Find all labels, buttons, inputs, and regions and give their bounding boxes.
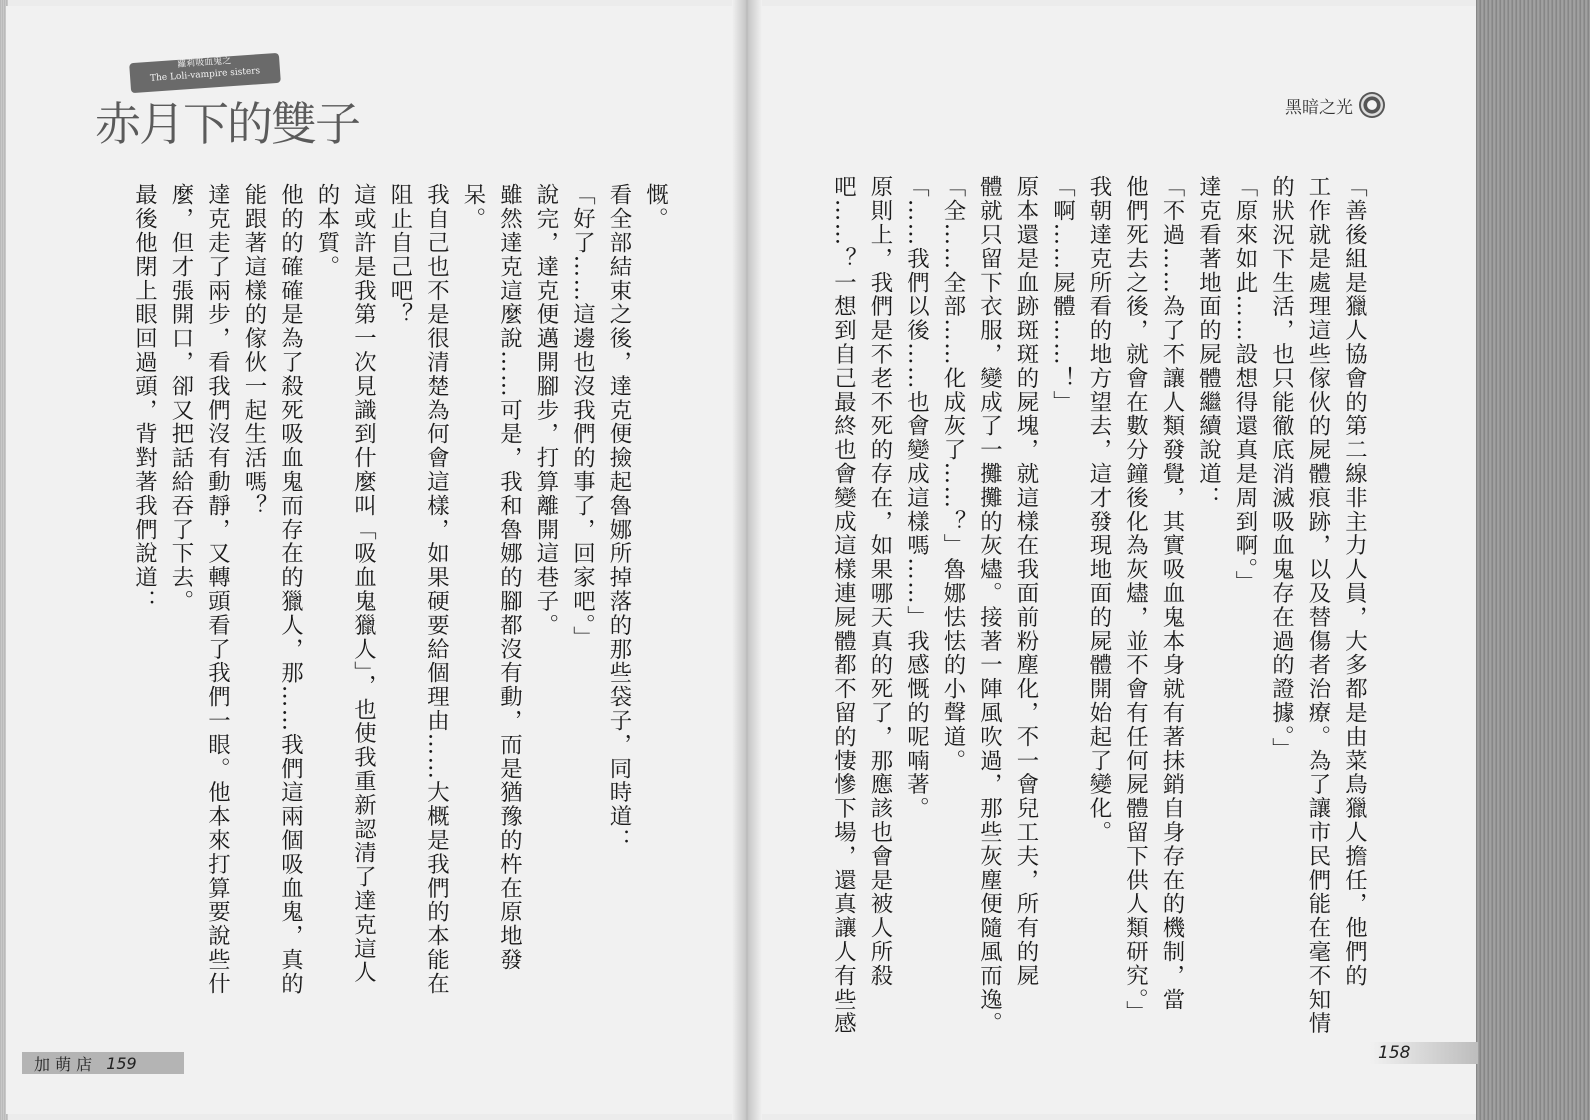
text-column: 我朝達克所看的地方望去，這才發現地面的屍體開始起了變化。	[1085, 175, 1112, 845]
chapter-title: 黑暗之光	[1285, 97, 1353, 118]
logo-banner-line1: 蘿莉吸血鬼之	[177, 56, 232, 70]
text-column: 達克看著地面的屍體繼續說道：	[1195, 175, 1222, 510]
text-column: 看全部結束之後，達克便撿起魯娜所掉落的那些袋子，同時道：	[605, 183, 632, 853]
text-column: 麼，但才張開口，卻又把話給吞了下去。	[167, 183, 194, 614]
text-column: 我自己也不是很清楚為何會這樣，如果硬要給個理由……大概是我們的本能在	[423, 183, 450, 996]
text-column: 原本還是血跡斑斑的屍塊，就這樣在我面前粉塵化，不一會兒工夫，所有的屍	[1012, 175, 1039, 988]
text-column: 最後他閉上眼回過頭，背對著我們說道：	[131, 183, 158, 614]
text-column: 呆。	[459, 183, 486, 231]
logo-banner-line2: The Loli-vampire sisters	[149, 65, 261, 84]
text-column: 的本質。	[313, 183, 340, 279]
right-page	[752, 6, 1476, 1114]
text-column: 工作就是處理這些傢伙的屍體痕跡，以及替傷者治療。為了讓市民們能在毫不知情	[1304, 175, 1331, 1036]
text-column: 能跟著這樣的傢伙一起生活嗎？	[240, 183, 267, 518]
text-column: 這或許是我第一次見識到什麼叫「吸血鬼獵人」，也使我重新認清了達克這人	[350, 183, 377, 985]
text-column: 「原來如此……設想得還真是周到啊。」	[1231, 175, 1258, 594]
right-page-footer	[1370, 1042, 1478, 1064]
text-column: 「……我們以後……也會變成這樣嗎……」我感慨的呢喃著。	[903, 175, 930, 821]
text-column: 「好了……這邊也沒我們的事了，回家吧。」	[569, 183, 596, 650]
chapter-header	[1285, 92, 1385, 118]
text-column: 的狀況下生活，也只能徹底消滅吸血鬼存在過的證據。」	[1268, 175, 1295, 762]
text-column: 體就只留下衣服，變成了一攤攤的灰燼。接著一陣風吹過，那些灰塵便隨風而逸。	[976, 175, 1003, 1036]
chapter-emblem-icon	[1359, 92, 1385, 118]
text-column: 慨。	[642, 183, 669, 231]
text-column: 達克走了兩步，看我們沒有動靜，又轉頭看了我們一眼。他本來打算要說些什	[204, 183, 231, 996]
text-column: 阻止自己吧？	[386, 183, 413, 327]
text-column: 「善後組是獵人協會的第二線非主力人員，大多都是由菜鳥獵人擔任，他們的	[1341, 175, 1368, 988]
text-column: 他的的確確是為了殺死吸血鬼而存在的獵人，那……我們這兩個吸血鬼，真的	[277, 183, 304, 996]
left-page-footer	[22, 1052, 184, 1074]
book-gutter	[732, 0, 762, 1120]
text-column: 「全……全部……化成灰了……？」魯娜怯怯的小聲道。	[939, 175, 966, 773]
text-column: 原則上，我們是不老不死的存在，如果哪天真的死了，那應該也會是被人所殺	[866, 175, 893, 988]
text-column: 他們死去之後，就會在數分鐘後化為灰燼，並不會有任何屍體留下供人類研究。」	[1122, 175, 1149, 1025]
text-column: 「不過……為了不讓人類發覺，其實吸血鬼本身就有著抹銷自身存在的機制，當	[1158, 175, 1185, 1012]
footer-label: 加 萌 店	[34, 1054, 93, 1074]
text-column: 吧……？一想到自己最終也會變成這樣連屍體都不留的悽慘下場，還真讓人有些感	[830, 175, 857, 1036]
logo-title: 赤月下的雙子	[95, 97, 359, 151]
text-column: 「啊……屍體……！」	[1049, 175, 1076, 414]
series-logo	[95, 50, 359, 151]
text-column: 雖然達克這麼說……可是，我和魯娜的腳都沒有動，而是猶豫的杵在原地發	[496, 183, 523, 972]
left-page-number: 159	[106, 1053, 137, 1073]
text-column: 說完，達克便邁開腳步，打算離開這巷子。	[532, 183, 559, 638]
page-edges-right	[1476, 0, 1590, 1120]
right-page-number: 158	[1378, 1043, 1411, 1063]
